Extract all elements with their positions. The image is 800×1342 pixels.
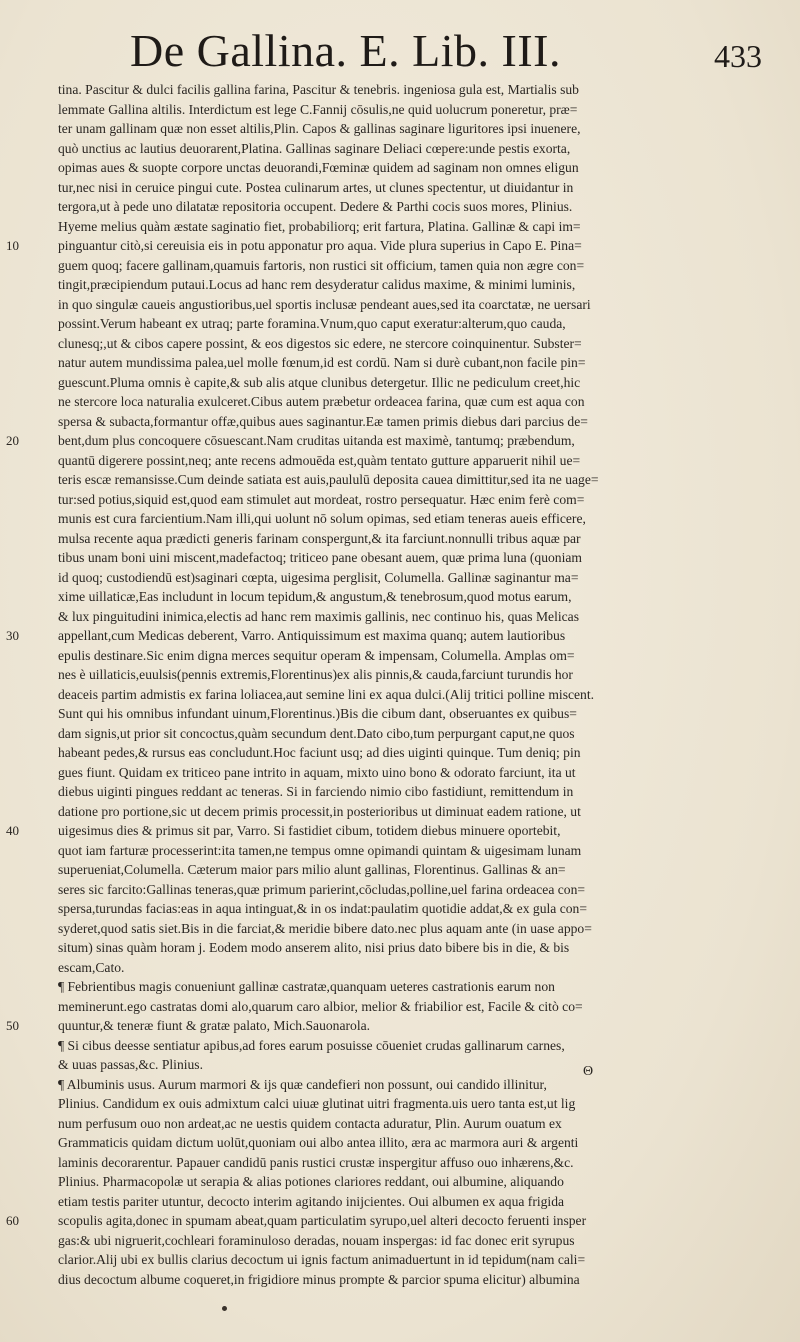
text-line: syderet,quod satis siet.Bis in die farciat,& meridie bibere dato.nec plus aquam ante (in uase appo=: [58, 920, 592, 936]
text-line: dius decoctum albume coqueret,in frigidiore minus prompte & parcior spuma elicitur) albumina: [58, 1271, 580, 1287]
signature-mark: Θ: [583, 1064, 594, 1079]
text-line: quantū digerere possint,neq; ante recens admouēda est,quàm tentato gutture apparuerit nihil ue=: [58, 452, 581, 468]
text-line: Sunt qui his omnibus infundant uinum,Florentinus.)Bis die cibum dant, obseruantes ex quibus=: [58, 706, 577, 721]
text-line: possint.Verum habeant ex utraq; parte foramina.Vnum,quo caput exeratur:alterum,quo cauda,: [58, 316, 566, 331]
ink-dot: [222, 1306, 227, 1311]
text-line: uigesimus dies & primus sit par, Varro. Si fastidiet cibum, totidem diebus minuere oportebit,: [58, 823, 561, 838]
text-line: datione pro portione,sic ut decem primis processit,in posterioribus ut diminuat eadem ratione, ut: [58, 803, 581, 819]
text-line: Hyeme melius quàm æstate saginatio fiet, probabiliorq; erit fartura, Platina. Gallinæ & capi im=: [58, 218, 581, 234]
text-line: xime uillaticæ,Eas includunt in locum tepidum,& angustum,& tenebrosum,quod motus earum,: [58, 589, 572, 604]
text-line: quuntur,& teneræ fiunt & gratæ palato, Mich.Sauonarola.: [58, 1018, 371, 1033]
text-line: nes è uillaticis,euulsis(pennis extremis,Florentinus)ex alis pinnis,& cauda,farciunt turundis hor: [58, 667, 573, 682]
line-number: 50: [6, 1018, 19, 1033]
text-line: guescunt.Pluma omnis è capite,& sub alis atque clunibus detergetur. Illic ne pediculum creet,hic: [58, 374, 581, 390]
text-line: escam,Cato.: [58, 959, 125, 975]
line-number: 60: [6, 1213, 19, 1228]
text-line: bent,dum plus concoquere cōsuescant.Nam cruditas uitanda est maximè, tantumq; præbendum,: [58, 433, 575, 448]
text-line: situm) sinas quàm horam j. Eodem modo anserem alito, nisi prius dato bibere bis in die, & bis: [58, 940, 570, 955]
text-line: gues fiunt. Quidam ex triticeo pane intrito in aquam, mixto uino bono & odorato farciunt, ita ut: [58, 764, 576, 780]
text-line: guem quoq; facere gallinam,quamuis fartoris, non rustici sit officium, tamen quia non ægre con=: [58, 257, 585, 273]
text-line: meminerunt.ego castratas domi alo,quarum caro albior, melior & friabilior est, Facile & citò co=: [58, 998, 583, 1014]
text-line: ter unam gallinam quæ non esset altilis,Plin. Capos & gallinas saginare liguritores ipsi inuenere,: [58, 121, 581, 136]
text-line: habeant pedes,& rursus eas concludunt.Hoc faciunt usq; ad dies uiginti quinque. Tum deniq; pin: [58, 745, 581, 760]
text-line: diebus uiginti pingues reddant ac teneras. Si in farciendo nimio cibo fastidiunt, remittendum in: [58, 784, 574, 799]
text-line: tur:sed potius,siquid est,quod eam stimulet aut mordeat, rostro persequatur. Hæc enim ferè com=: [58, 491, 585, 507]
text-line: epulis destinare.Sic enim digna merces sequitur operam & impensam, Columella. Amplas om=: [58, 647, 575, 663]
line-number: 30: [6, 628, 19, 643]
text-line: spersa & subacta,formantur offæ,quibus aues saginantur.Eæ tamen primis diebus dari parcius de=: [58, 413, 588, 429]
text-line: lemmate Gallina altilis. Interdictum est lege C.Fannij cōsulis,ne quid uolucrum poneretur, præ=: [58, 101, 578, 117]
body-text: [58, 80, 750, 1289]
page-title: De Gallina. E. Lib. III.: [130, 25, 561, 76]
line-number: 10: [6, 238, 19, 253]
text-line: opimas aues & suopte corpore unctas deuorandi,Fœminæ quidem ad saginam non omnes eligun: [58, 160, 579, 175]
text-line: id quoq; custodiendū est)saginari cœpta, uigesima perglisit, Columella. Gallinæ saginantur ma=: [58, 569, 579, 585]
text-line: appellant,cum Medicas deberent, Varro. Antiquissimum est maxima quanq; autem lautioribus: [58, 628, 566, 643]
text-line: ¶ Albuminis usus. Aurum marmori & ijs quæ candefieri non possunt, oui candido illinitur,: [58, 1076, 547, 1092]
text-line: gas:& ubi nigruerit,cochleari foraminuloso deradas, nouam inspergas: id fac donec erit syrupus: [58, 1232, 575, 1248]
text-line: tibus unam boni uini miscent,madefactoq; triticeo pane obesant auem, quæ prima luna (quoniam: [58, 550, 582, 565]
text-line: ne stercore loca naturalia exulceret.Cibus autem præbetur ordeacea farina, quæ cum est aqua con: [58, 394, 585, 409]
folio-number: 433: [714, 38, 762, 74]
text-line: quot iam farturæ processerint:ita tamen,ne tempus omne opimandi quintam & uigesimam lunam: [58, 842, 582, 858]
text-line: ¶ Si cibus deesse sentiatur apibus,ad fores earum posuisse cōueniet crudas gallinarum carnes,: [58, 1037, 565, 1053]
text-line: tergora,ut à pede uno dilatatæ repositoria occupent. Dedere & Parthi cocis suos mores, Plinius.: [58, 199, 573, 214]
text-line: quò unctius ac lautius deuorarent,Platina. Gallinas saginare Deliaci cœpere:unde pestis exorta,: [58, 140, 571, 156]
line-number: 20: [6, 433, 19, 448]
text-line: & lux pinguitudini inimica,electis ad hanc rem maximis gallinis, nec continuo his, quas Melicas: [58, 608, 579, 624]
text-line: dam signis,ut prior sit concoctus,quàm secundum dent.Dato cibo,tum perpurgant caput,ne quos: [58, 725, 575, 741]
line-number: 40: [6, 823, 19, 838]
text-line: mulsa recente aqua prædicti generis farinam conspergunt,& ita farciunt.nonnulli tribus aquæ par: [58, 530, 581, 546]
text-line: natur autem mundissima palea,uel molle fœnum,id est cordū. Nam si durè cubant,non facile pin=: [58, 355, 586, 370]
text-line: etiam testis pariter utuntur, decocto interim agitando inijcientes. Oui albumen ex aqua frigida: [58, 1193, 565, 1209]
text-line: pinguantur citò,si cereuisia eis in potu apponatur pro aqua. Vide plura superius in Capo E. Pina=: [58, 238, 582, 253]
running-header: [130, 24, 780, 84]
text-line: teris escæ remansisse.Cum deinde satiata est auis,paululū deposita cauea dimittitur,sed ita ne uage=: [58, 472, 599, 487]
text-line: spersa,turundas facias:eas in aqua intinguat,& in os indat:paulatim quotidie addat,& ex gula con=: [58, 901, 588, 916]
text-line: clunesq;,ut & cibos capere possint, & eos digestos sic edere, ne stercore coinquinentur. Subster=: [58, 335, 582, 351]
text-line: & uuas passas,&c. Plinius.: [58, 1057, 203, 1072]
text-line: deaceis partim admistis ex farina loliacea,aut semine lini ex aqua dulci.(Alij tritici polline miscent.: [58, 686, 595, 702]
text-line: Plinius. Pharmacopolæ ut serapia & alias potiones clariores reddant, oui albumine, aliquando: [58, 1174, 564, 1189]
text-line: tina. Pascitur & dulci facilis gallina farina, Pascitur & tenebris. ingeniosa gula est, Martialis sub: [58, 82, 579, 97]
text-line: clarior.Alij ubi ex bullis clarius decoctum ui ignis factum animaduertunt in id tepidum(nam cali=: [58, 1252, 586, 1267]
text-line: munis est cura farcientium.Nam illi,qui uolunt nō solum opimas, sed etiam teneras aueis efficere,: [58, 511, 586, 526]
text-line: superueniat,Columella. Cæterum maior pars milio alunt gallinas, Florentinus. Gallinas & an=: [58, 862, 566, 877]
text-line: laminis decorarentur. Papauer candidū panis rustici crustæ inspergitur affuso ouo inhærens,&c.: [58, 1154, 574, 1170]
text-line: num perfusum ouo non ardeat,ac ne uestis quidem contacta aduratur, Plin. Aurum ouatum ex: [58, 1115, 562, 1131]
text-line: seres sic farcito:Gallinas teneras,quæ primum parierint,cōcludas,polline,uel farina ordeacea con=: [58, 881, 586, 897]
text-line: in quo singulæ caueis angustioribus,uel sportis inclusæ pendeant aues,sed ita coarctatæ, ne uersari: [58, 296, 591, 312]
text-line: tingit,præcipiendum putaui.Locus ad hanc rem desyderatur calidus maxime, & minimi luminis,: [58, 277, 576, 292]
text-line: scopulis agita,donec in spumam abeat,quam particulatim syrupo,uel alteri decocto feruenti insper: [58, 1213, 587, 1228]
text-line: Grammaticis quidam dictum uolūt,quoniam oui albo antea illito, æra ac marmora auri & argenti: [58, 1135, 579, 1150]
text-line: tur,nec nisi in ceruice pingui cute. Postea culinarum artes, ut clunes spectentur, ut diuidantur in: [58, 179, 574, 195]
text-line: ¶ Febrientibus magis conueniunt gallinæ castratæ,quanquam ueteres castrationis earum non: [58, 979, 555, 994]
text-line: Plinius. Candidum ex ouis admixtum calci uiuæ glutinat uitri fragmenta.uis uero tanta est,ut lig: [58, 1096, 576, 1111]
